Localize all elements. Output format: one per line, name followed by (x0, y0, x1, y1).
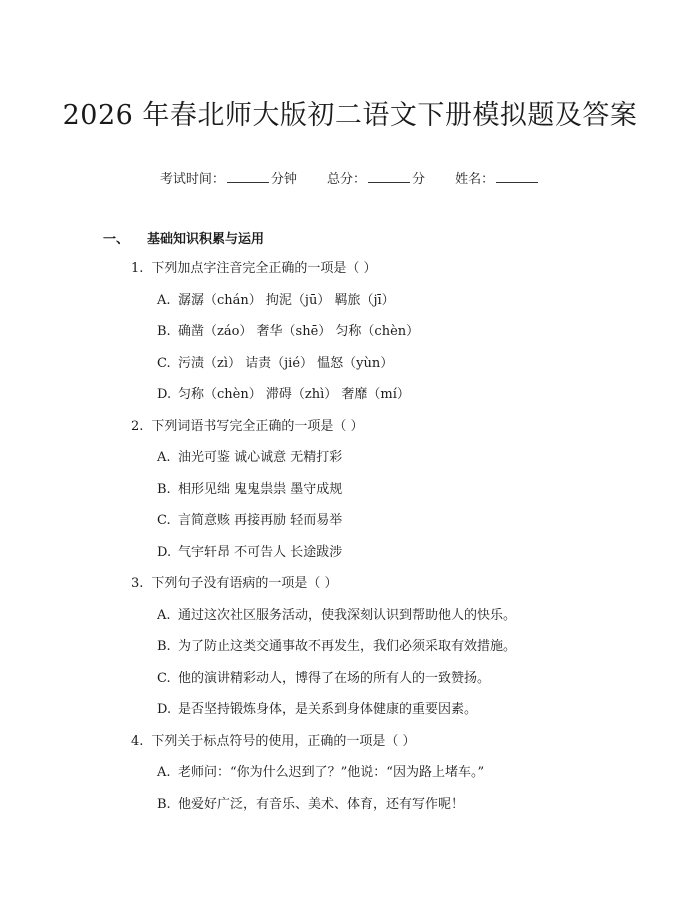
question-2 (131, 417, 651, 563)
question-1 (131, 259, 651, 405)
question-stem (131, 259, 651, 279)
exam-time-label: 考试时间： (159, 172, 225, 187)
option-b (157, 637, 651, 657)
question-number: 3. (131, 576, 144, 591)
option-d (157, 700, 651, 720)
option-a (157, 606, 651, 626)
option-c (157, 354, 651, 374)
option-text: 老师问：“你为什么迟到了？”他说：“因为路上堵车。” (178, 765, 485, 780)
option-letter: C. (157, 513, 171, 528)
question-text: 下列加点字注音完全正确的一项是（ ） (151, 261, 377, 276)
option-letter: D. (157, 387, 172, 402)
option-text: 言简意赅 再接再励 轻而易举 (178, 513, 343, 528)
exam-info-line (0, 168, 700, 190)
section-number: 一、 (103, 232, 130, 247)
option-d (157, 543, 651, 563)
section-title: 基础知识积累与运用 (147, 232, 265, 247)
option-b (157, 480, 651, 500)
option-text: 通过这次社区服务活动，使我深刻认识到帮助他人的快乐。 (178, 607, 517, 623)
option-letter: B. (157, 639, 171, 654)
option-d (157, 385, 651, 405)
option-letter: D. (157, 544, 172, 560)
option-letter: A. (157, 765, 171, 780)
option-text: 油光可鉴 诚心诚意 无精打彩 (178, 450, 343, 465)
total-score-label: 总分： (326, 172, 366, 187)
option-c (157, 669, 651, 689)
question-text: 下列关于标点符号的使用，正确的一项是（ ） (151, 733, 416, 749)
question-number: 2. (131, 418, 144, 434)
option-letter: C. (157, 355, 171, 371)
question-text: 下列句子没有语病的一项是（ ） (151, 576, 338, 591)
student-name-blank (496, 168, 538, 183)
question-4 (131, 732, 651, 815)
option-a (157, 448, 651, 468)
option-letter: A. (157, 450, 171, 465)
option-letter: B. (157, 481, 171, 497)
option-letter: A. (157, 607, 171, 623)
option-text: 为了防止这类交通事故不再发生，我们必须采取有效措施。 (178, 639, 517, 654)
option-text: 相形见绌 鬼鬼祟祟 墨守成规 (178, 481, 343, 497)
exam-time-blank (227, 168, 269, 183)
option-text: 他的演讲精彩动人，博得了在场的所有人的一致赞扬。 (178, 670, 491, 686)
total-score-blank (368, 168, 410, 183)
exam-time-field (160, 168, 297, 190)
option-text: 他爱好广泛，有音乐、美术、体育，还有写作呢！ (178, 796, 465, 812)
option-b (157, 322, 651, 342)
exam-time-unit: 分钟 (270, 172, 297, 187)
option-a (157, 763, 651, 783)
question-stem (131, 574, 651, 594)
question-stem (131, 417, 651, 437)
option-text: 确凿（záo） 奢华（shē） 匀称（chèn） (178, 324, 420, 339)
student-name-label: 姓名： (455, 172, 495, 187)
option-letter: D. (157, 702, 172, 717)
option-letter: A. (157, 292, 171, 308)
option-letter: B. (157, 324, 171, 339)
option-text: 气宇轩昂 不可告人 长途跋涉 (178, 544, 343, 560)
option-text: 潺潺（chán） 拘泥（jū） 羁旅（jī） (178, 292, 395, 308)
student-name-field (455, 168, 540, 190)
option-c (157, 511, 651, 531)
option-letter: B. (157, 796, 171, 812)
option-letter: C. (157, 670, 171, 686)
option-a (157, 291, 651, 311)
total-score-unit: 分 (412, 172, 426, 187)
total-score-field (327, 168, 425, 190)
option-text: 是否坚持锻炼身体，是关系到身体健康的重要因素。 (178, 702, 478, 717)
question-3 (131, 574, 651, 720)
option-b (157, 795, 651, 815)
question-number: 1. (131, 261, 144, 276)
option-text: 污渍（zì） 诘责（jié） 愠怒（yùn） (178, 355, 394, 371)
option-text: 匀称（chèn） 滞碍（zhì） 奢靡（mí） (178, 387, 410, 402)
question-number: 4. (131, 733, 144, 749)
question-list (131, 259, 651, 826)
document-title: 2026 年春北师大版初二语文下册模拟题及答案 (62, 100, 638, 132)
question-text: 下列词语书写完全正确的一项是（ ） (151, 418, 364, 434)
section-heading (103, 230, 264, 250)
question-stem (131, 732, 651, 752)
